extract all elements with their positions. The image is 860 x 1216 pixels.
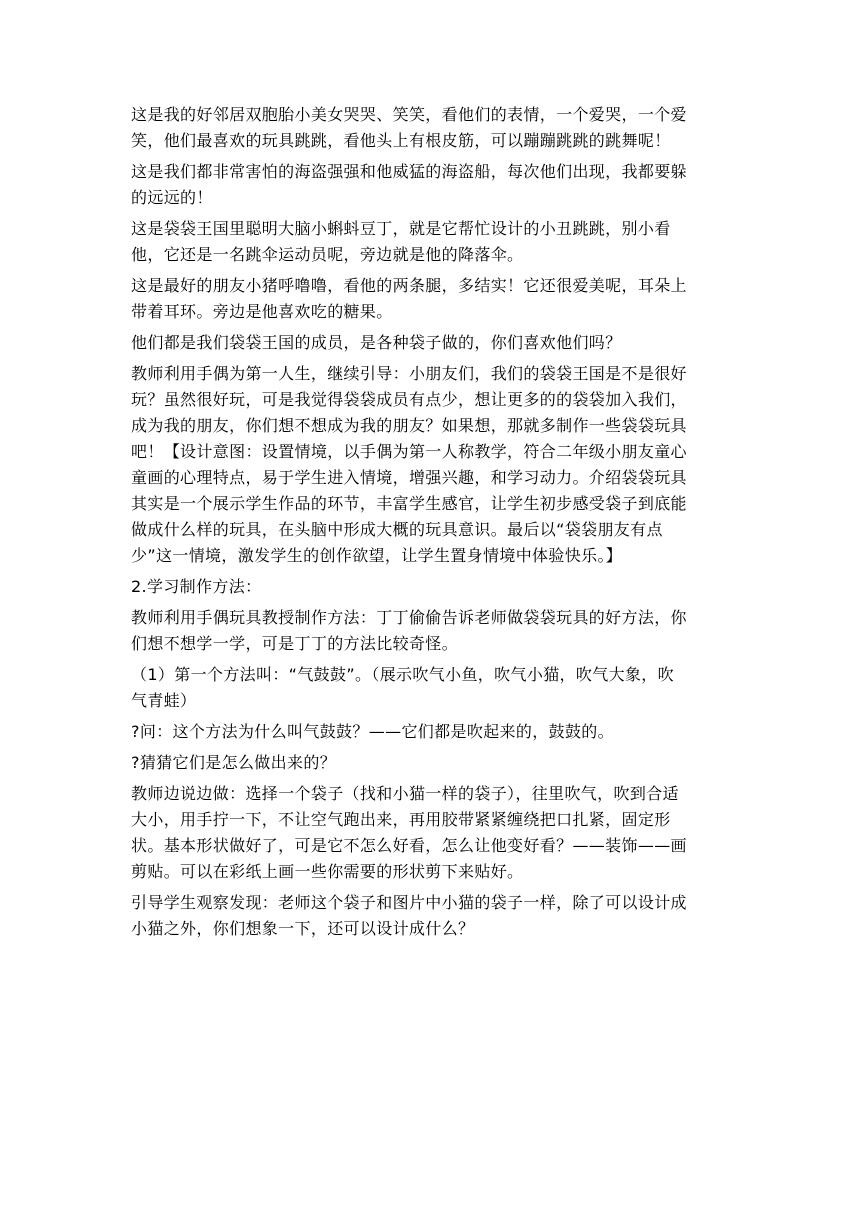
text-line: 吧！【设计意图：设置情境，以手偶为第一人称教学，符合二年级小朋友童心 [131,442,687,461]
text-line: 童画的心理特点，易于学生进入情境，增强兴趣，和学习动力。介绍袋袋玩具 [131,468,687,487]
text-line: 成为我的朋友，你们想不想成为我的朋友？如果想，那就多制作一些袋袋玩具 [131,416,687,435]
text-line: 剪贴。可以在彩纸上画一些你需要的形状剪下来贴好。 [131,862,524,881]
text-line: 教师利用手偶玩具教授制作方法：丁丁偷偷告诉老师做袋袋玩具的好方法，你 [131,608,687,627]
text-line: 这是我们都非常害怕的海盗强强和他威猛的海盗船，每次他们出现，我都要躲 [131,162,687,181]
text-line: （1）第一个方法叫：“气鼓鼓”。（展示吹气小鱼，吹气小猫，吹气大象，吹 [131,665,675,684]
text-line: 这是我的好邻居双胞胎小美女哭哭、笑笑，看他们的表情，一个爱哭，一个爱 [131,105,687,124]
text-line: 们想不想学一学，可是丁丁的方法比较奇怪。 [131,634,459,653]
text-line: 气青蛙） [131,691,197,710]
text-line: ?问：这个方法为什么叫气鼓鼓？——它们都是吹起来的，鼓鼓的。 [131,722,614,741]
text-line: ?猜猜它们是怎么做出来的？ [131,753,337,772]
text-line: 少”这一情境，激发学生的创作欲望，让学生置身情境中体验快乐。】 [131,546,623,565]
text-line: 玩？虽然很好玩，可是我觉得袋袋成员有点少，想让更多的的袋袋加入我们， [131,390,687,409]
text-line: 他们都是我们袋袋王国的成员，是各种袋子做的，你们喜欢他们吗？ [131,333,622,352]
text-line: 这是袋袋王国里聪明大脑小蝌蚪豆丁，就是它帮忙设计的小丑跳跳，别小看 [131,219,671,238]
document-body [131,102,731,942]
text-line: 状。基本形状做好了，可是它不怎么好看，怎么让他变好看？——装饰——画 [131,836,687,855]
text-line: 其实是一个展示学生作品的环节，丰富学生感官，让学生初步感受袋子到底能 [131,494,687,513]
text-line: 教师利用手偶为第一人生，继续引导：小朋友们，我们的袋袋王国是不是很好 [131,364,687,383]
text-line: 笑，他们最喜欢的玩具跳跳，看他头上有根皮筋，可以蹦蹦跳跳的跳舞呢！ [131,131,671,150]
text-line: 教师边说边做：选择一个袋子（找和小猫一样的袋子），往里吹气，吹到合适 [131,784,679,803]
text-line: 这是最好的朋友小猪呼噜噜，看他的两条腿，多结实！它还很爱美呢，耳朵上 [131,276,687,295]
text-line: 小猫之外，你们想象一下，还可以设计成什么？ [131,919,475,938]
text-line: 做成什么样的玩具，在头脑中形成大概的玩具意识。最后以“袋袋朋友有点 [131,520,663,539]
text-line: 的远远的！ [131,188,213,207]
text-line: 他，它还是一名跳伞运动员呢，旁边就是他的降落伞。 [131,245,524,264]
section-heading: 2.学习制作方法： [131,577,262,596]
text-line: 大小，用手拧一下，不让空气跑出来，再用胶带紧紧缠绕把口扎紧，固定形 [131,810,671,829]
text-line: 带着耳环。旁边是他喜欢吃的糖果。 [131,302,393,321]
text-line: 引导学生观察发现：老师这个袋子和图片中小猫的袋子一样，除了可以设计成 [131,893,687,912]
